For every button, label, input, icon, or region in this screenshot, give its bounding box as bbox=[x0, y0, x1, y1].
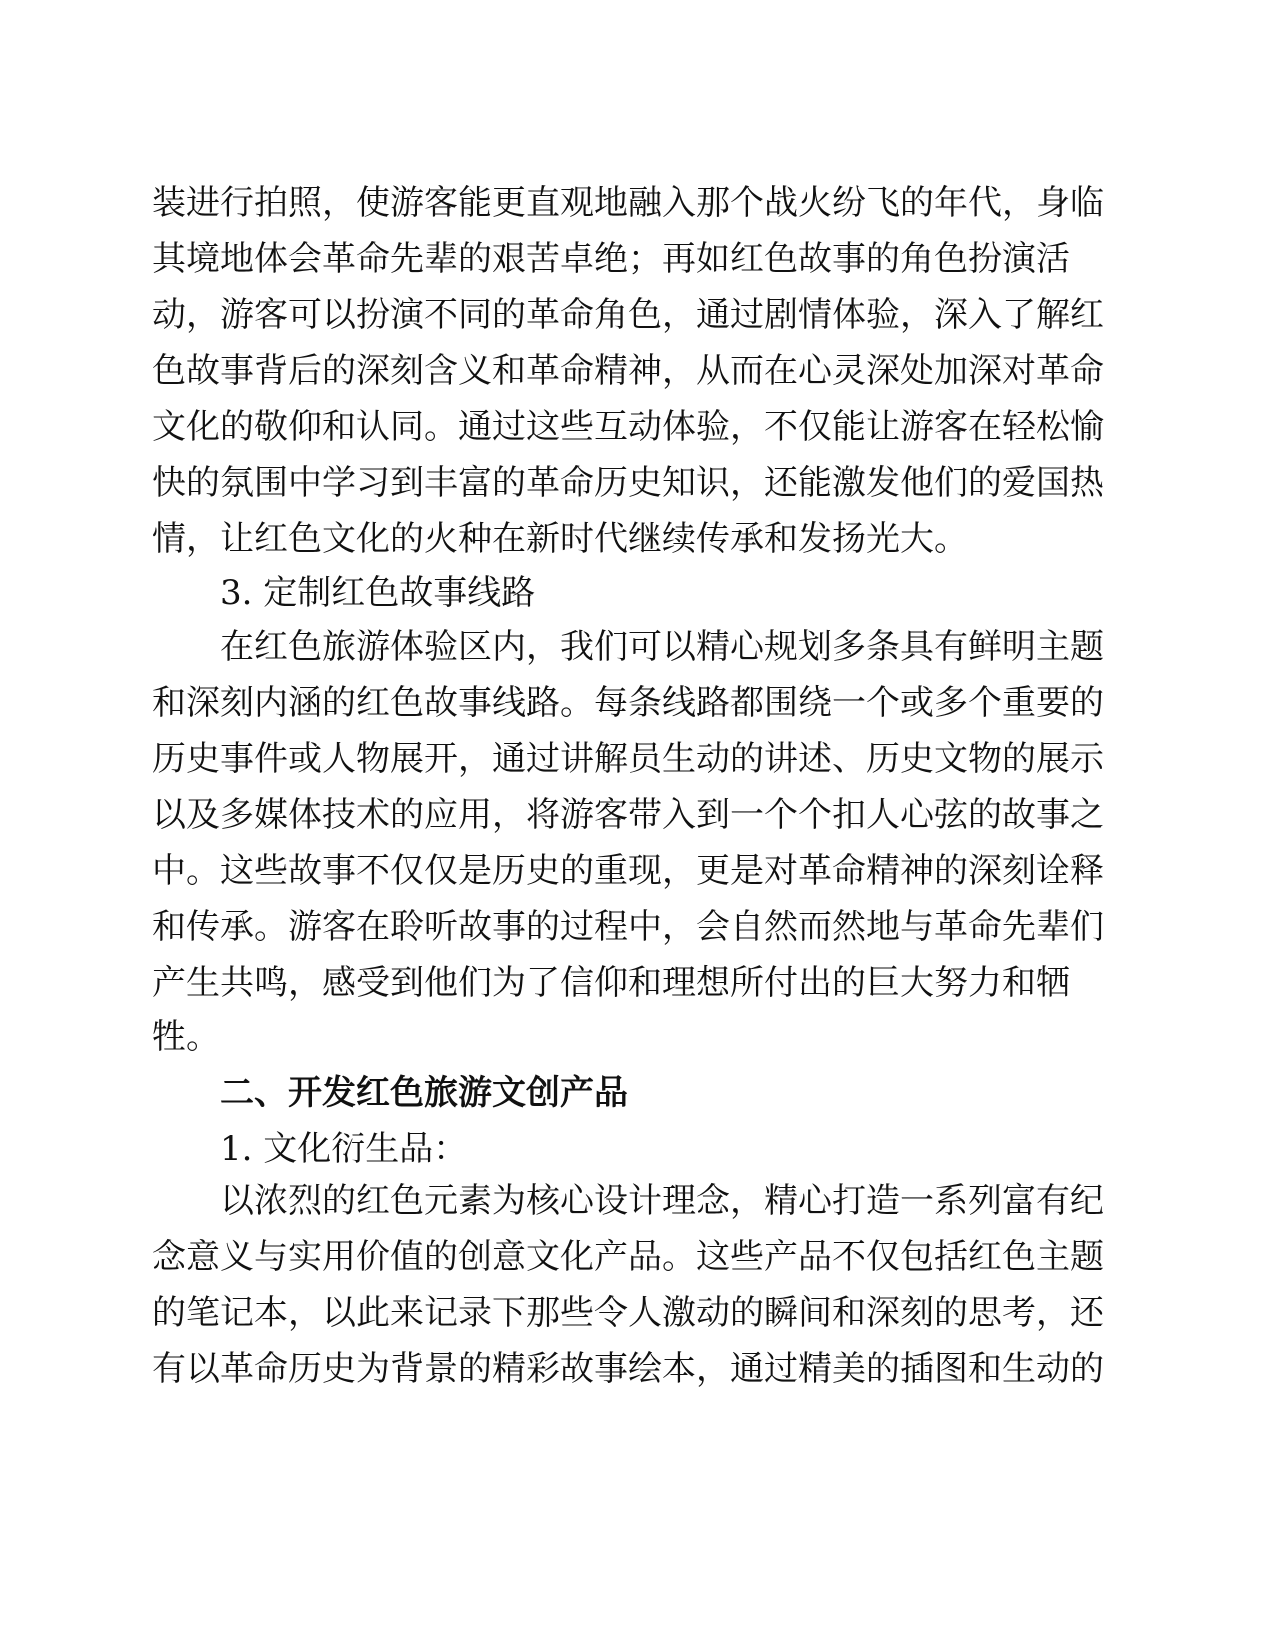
paragraph-line: 以及多媒体技术的应用，将游客带入到一个个扣人心弦的故事之 bbox=[152, 795, 1104, 835]
paragraph-line: 快的氛围中学习到丰富的革命历史知识，还能激发他们的爱国热 bbox=[152, 463, 1104, 503]
paragraph-line: 装进行拍照，使游客能更直观地融入那个战火纷飞的年代，身临 bbox=[152, 183, 1104, 223]
subheading-custom-routes: 3. 定制红色故事线路 bbox=[220, 573, 536, 613]
paragraph-line: 以浓烈的红色元素为核心设计理念，精心打造一系列富有纪 bbox=[220, 1181, 1104, 1221]
paragraph-line: 其境地体会革命先辈的艰苦卓绝；再如红色故事的角色扮演活 bbox=[152, 239, 1070, 279]
paragraph-line: 和深刻内涵的红色故事线路。每条线路都围绕一个或多个重要的 bbox=[152, 683, 1104, 723]
paragraph-line: 念意义与实用价值的创意文化产品。这些产品不仅包括红色主题 bbox=[152, 1237, 1104, 1277]
paragraph-line: 情，让红色文化的火种在新时代继续传承和发扬光大。 bbox=[152, 519, 968, 559]
paragraph-line: 动，游客可以扮演不同的革命角色，通过剧情体验，深入了解红 bbox=[152, 295, 1104, 335]
paragraph-line: 产生共鸣，感受到他们为了信仰和理想所付出的巨大努力和牺 bbox=[152, 963, 1070, 1003]
paragraph-line: 色故事背后的深刻含义和革命精神，从而在心灵深处加深对革命 bbox=[152, 351, 1104, 391]
paragraph-line: 的笔记本，以此来记录下那些令人激动的瞬间和深刻的思考，还 bbox=[152, 1293, 1104, 1333]
paragraph-line: 在红色旅游体验区内，我们可以精心规划多条具有鲜明主题 bbox=[220, 627, 1104, 667]
subheading-derivatives: 1. 文化衍生品： bbox=[220, 1129, 468, 1169]
paragraph-line: 有以革命历史为背景的精彩故事绘本，通过精美的插图和生动的 bbox=[152, 1349, 1104, 1389]
paragraph-line: 牲。 bbox=[152, 1017, 220, 1057]
paragraph-line: 文化的敬仰和认同。通过这些互动体验，不仅能让游客在轻松愉 bbox=[152, 407, 1104, 447]
paragraph-line: 历史事件或人物展开，通过讲解员生动的讲述、历史文物的展示 bbox=[152, 739, 1104, 779]
section-heading: 二、开发红色旅游文创产品 bbox=[220, 1073, 628, 1113]
paragraph-line: 中。这些故事不仅仅是历史的重现，更是对革命精神的深刻诠释 bbox=[152, 851, 1104, 891]
paragraph-line: 和传承。游客在聆听故事的过程中，会自然而然地与革命先辈们 bbox=[152, 907, 1104, 947]
